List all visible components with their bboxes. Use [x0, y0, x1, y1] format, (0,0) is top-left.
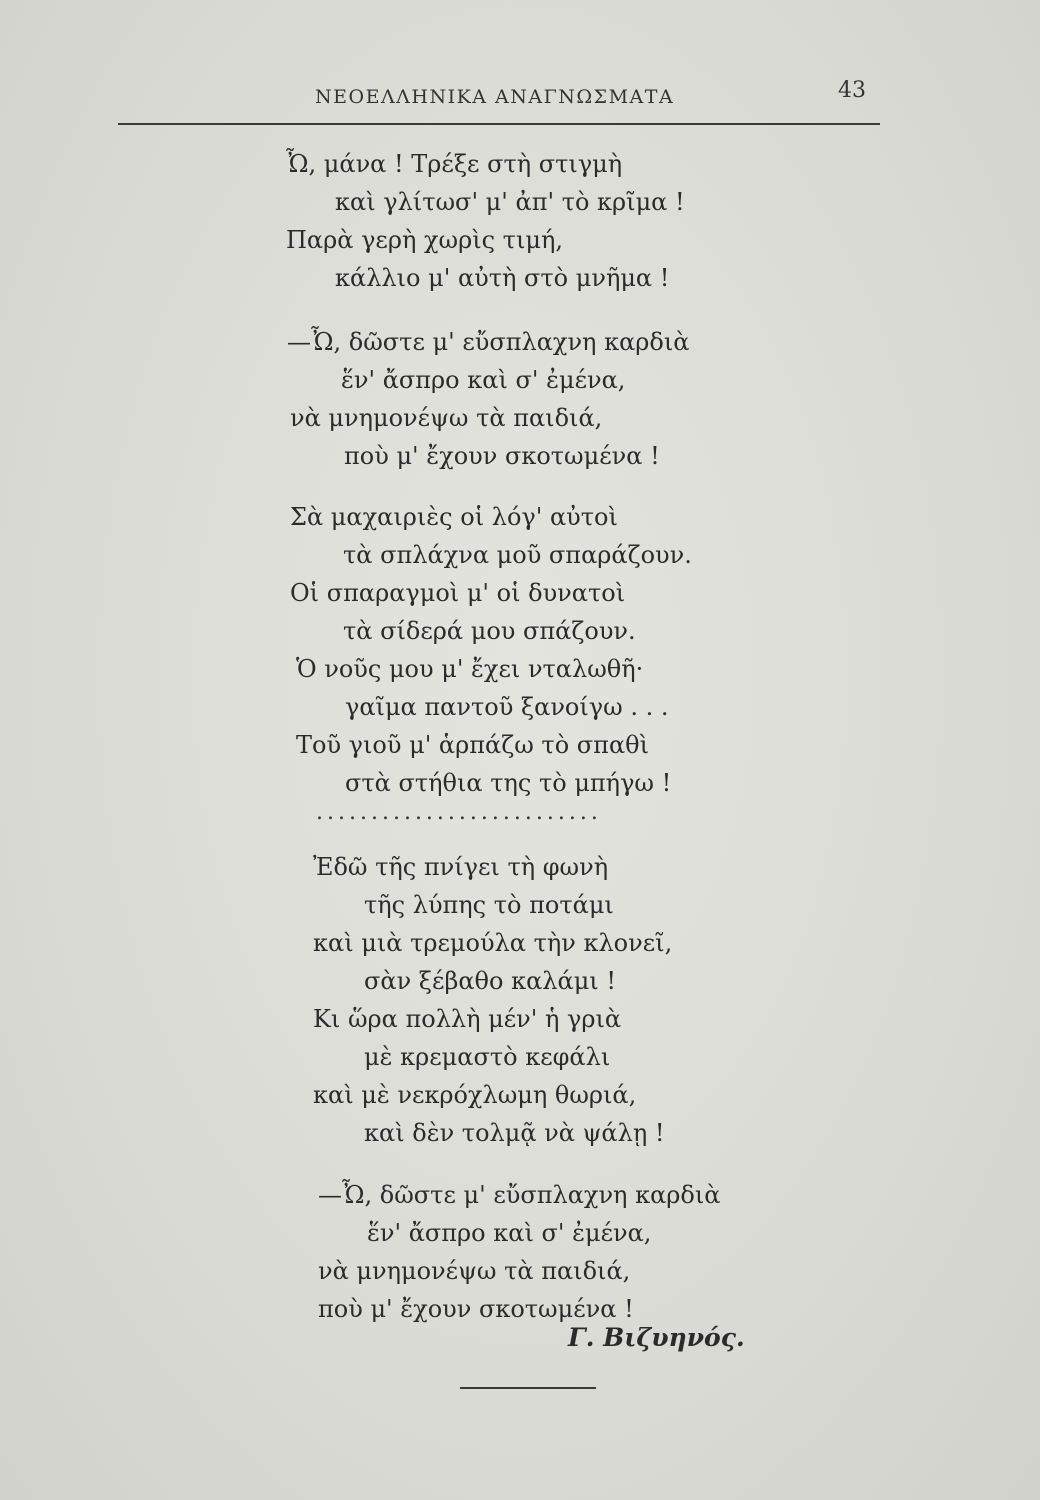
separator-dots: .......................... [316, 800, 602, 825]
verse-line: νὰ μνημονέψω τὰ παιδιά, [290, 404, 603, 432]
verse-line: ποὺ μ' ἔχουν σκοτωμένα ! [344, 442, 660, 470]
verse-line: Ἐδῶ τῆς πνίγει τὴ φωνὴ [313, 853, 609, 881]
verse-line: Κι ὥρα πολλὴ μέν' ἡ γριὰ [313, 1005, 622, 1033]
verse-line: Σὰ μαχαιριὲς οἱ λόγ' αὐτοὶ [290, 503, 618, 531]
verse-line: ἕν' ἄσπρο καὶ σ' ἐμένα, [367, 1219, 652, 1247]
page-number: 43 [838, 78, 866, 103]
end-rule [460, 1387, 596, 1389]
verse-line: καὶ μιὰ τρεμούλα τὴν κλονεῖ, [313, 929, 673, 957]
verse-line: Ὁ νοῦς μου μ' ἔχει νταλωθῆ· [296, 655, 644, 683]
verse-line: καὶ γλίτωσ' μ' ἀπ' τὸ κρῖμα ! [335, 188, 685, 216]
verse-line: τὰ σίδερά μου σπάζουν. [343, 617, 636, 645]
verse-line: τῆς λύπης τὸ ποτάμι [364, 891, 614, 919]
verse-line: τὰ σπλάχνα μοῦ σπαράζουν. [343, 541, 692, 569]
verse-line: Παρὰ γερὴ χωρὶς τιμή, [286, 226, 563, 254]
header-rule [118, 123, 880, 125]
verse-line: Τοῦ γιοῦ μ' ἁρπάζω τὸ σπαθὶ [296, 731, 650, 759]
verse-line: Ὦ, μάνα ! Τρέξε στὴ στιγμὴ [286, 150, 623, 178]
verse-line: καὶ μὲ νεκρόχλωμη θωριά, [313, 1081, 637, 1109]
running-head: ΝΕΟΕΛΛΗΝΙΚΑ ΑΝΑΓΝΩΣΜΑΤΑ [315, 86, 675, 108]
verse-line: ἕν' ἄσπρο καὶ σ' ἐμένα, [341, 366, 626, 394]
verse-line: μὲ κρεμαστὸ κεφάλι [364, 1043, 611, 1071]
verse-line: νὰ μνημονέψω τὰ παιδιά, [318, 1257, 631, 1285]
verse-line: στὰ στήθια της τὸ μπήγω ! [345, 769, 672, 797]
verse-line: σὰν ξέβαθο καλάμι ! [364, 967, 616, 995]
verse-line: γαῖμα παντοῦ ξανοίγω . . . [345, 693, 669, 721]
author-signature: Γ. Βιζυηνός. [568, 1323, 745, 1352]
verse-line: ποὺ μ' ἔχουν σκοτωμένα ! [318, 1295, 634, 1323]
verse-line: —Ὦ, δῶστε μ' εὔσπλαχνη καρδιὰ [287, 328, 690, 356]
verse-line: κάλλιο μ' αὐτὴ στὸ μνῆμα ! [335, 264, 670, 292]
verse-line: καὶ δὲν τολμᾷ νὰ ψάλῃ ! [364, 1119, 665, 1147]
verse-line: —Ὦ, δῶστε μ' εὔσπλαχνη καρδιὰ [318, 1181, 721, 1209]
verse-line: Οἱ σπαραγμοὶ μ' οἱ δυνατοὶ [290, 579, 626, 607]
